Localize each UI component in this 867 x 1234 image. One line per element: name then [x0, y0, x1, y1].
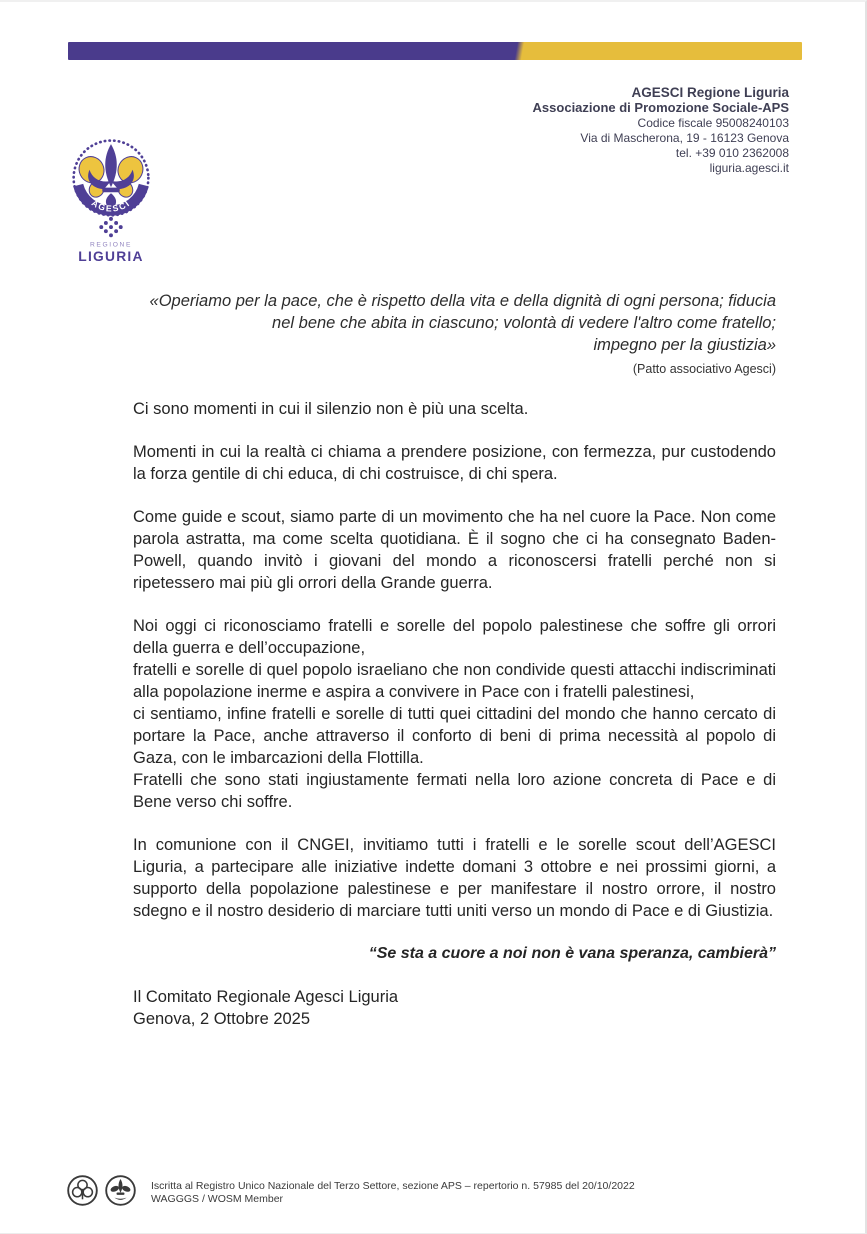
paragraph: Ci sono momenti in cui il silenzio non è più una scelta. — [133, 400, 529, 418]
quote-attribution: (Patto associativo Agesci) — [632, 362, 776, 376]
org-name: AGESCI Regione Liguria — [631, 85, 789, 100]
registration-line: Iscritta al Registro Unico Nazionale del Terzo Settore, sezione APS – repertorio n. 57985 del 20/10/2022 — [151, 1180, 635, 1192]
paragraph: Momenti in cui la realtà ci chiama a prendere posizione, con fermezza, pur custodendo la forza gentile di chi educa, di chi costruisce, di chi spera. — [133, 443, 776, 483]
quote-line: «Operiamo per la pace, che è rispetto della vita e della dignità di ogni persona; fiducia — [149, 292, 776, 310]
logo-region-label: REGIONE — [89, 241, 133, 249]
paragraph: Come guide e scout, siamo parte di un movimento che ha nel cuore la Pace. Non come parola astratta, ma come scelta quotidiana. È il sogno che ci ha consegnato Baden-Powell, quando invitò i giovani del mondo a riconoscersi fratelli perché non si ripetessero mai più gli orrori della Grande guerra. — [133, 508, 776, 592]
paragraph-line: ci sentiamo, infine fratelli e sorelle di tutti quei cittadini del mondo che hanno cercato di portare la Pace, anche attraverso il conforto di beni di prima necessità al popolo di Gaza, con le imbarcazioni della Flottilla. — [133, 705, 776, 767]
quote-line: nel bene che abita in ciascuno; volontà di vedere l'altro come fratello; — [272, 314, 776, 332]
org-website: liguria.agesci.it — [709, 161, 789, 175]
paragraph-line: Fratelli che sono stati ingiustamente fermati nella loro azione concreta di Pace e di Bene verso chi soffre. — [133, 771, 776, 811]
paragraph-group — [133, 615, 776, 813]
wagggs-icon — [66, 1174, 99, 1207]
rope-knot-icon — [99, 217, 122, 237]
quote-line: impegno per la giustizia» — [593, 336, 776, 354]
signature-block — [133, 986, 776, 1030]
membership-line: WAGGGS / WOSM Member — [151, 1192, 284, 1205]
footer-logos — [66, 1174, 137, 1207]
paragraph-line: fratelli e sorelle di quel popolo israeliano che non condivide questi attacchi indiscriminati alla popolazione inerme e aspira a convivere in Pace con i fratelli palestinesi, — [133, 661, 776, 701]
org-address: Via di Mascherona, 19 - 16123 Genova — [580, 131, 789, 145]
fiscal-code: Codice fiscale 95008240103 — [637, 116, 789, 130]
footer-text — [151, 1174, 635, 1205]
letter-content — [133, 290, 776, 1030]
signature-line: Il Comitato Regionale Agesci Liguria — [133, 988, 399, 1006]
signature-line: Genova, 2 Ottobre 2025 — [133, 1010, 311, 1028]
org-phone: tel. +39 010 2362008 — [675, 146, 789, 160]
letterhead — [533, 86, 789, 176]
agesci-liguria-logo — [70, 138, 152, 272]
agesci-logo-icon — [70, 138, 152, 267]
org-type: Associazione di Promozione Sociale-APS — [532, 100, 789, 115]
paragraph-line: Noi oggi ci riconosciamo fratelli e sorelle del popolo palestinese che soffre gli orrori della guerra e dell’occupazione, — [133, 617, 776, 657]
opening-quote — [133, 290, 776, 380]
header-accent-bar — [68, 42, 802, 60]
logo-arc-text: AGESCI — [89, 197, 133, 214]
paragraph: In comunione con il CNGEI, invitiamo tutti i fratelli e le sorelle scout dell’AGESCI Liguria, a partecipare alle iniziative indette domani 3 ottobre e nei prossimi giorni, a supporto della popolazione palestinese e per manifestare il nostro orrore, il nostro sdegno e il nostro desiderio di marciare tutti uniti verso un mondo di Pace e di Giustizia. — [133, 836, 776, 920]
logo-region-name: LIGURIA — [78, 247, 144, 264]
wosm-icon — [104, 1174, 137, 1207]
closing-quote: “Se sta a cuore a noi non è vana speranza, cambierà” — [368, 945, 776, 962]
letter-body — [133, 398, 776, 1030]
footer — [66, 1174, 635, 1207]
